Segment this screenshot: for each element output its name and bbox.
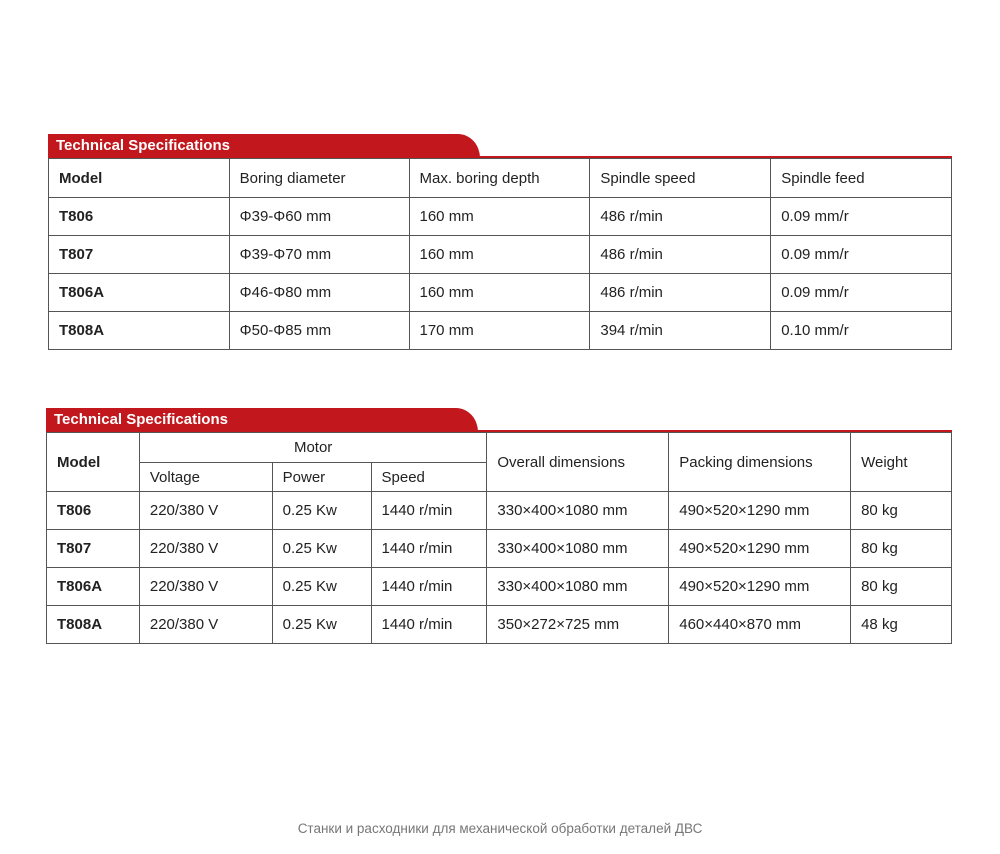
cell-voltage: 220/380 V [139, 492, 272, 530]
cell-spindle-speed: 486 r/min [590, 198, 771, 236]
table-row [49, 236, 952, 274]
cell-power: 0.25 Kw [272, 530, 371, 568]
section-title-1: Technical Specifications [48, 134, 480, 158]
table-row [49, 312, 952, 350]
cell-model: T806A [47, 568, 140, 606]
cell-spindle-feed: 0.09 mm/r [771, 236, 952, 274]
cell-model: T806 [47, 492, 140, 530]
col-header-model: Model [49, 159, 230, 198]
cell-boring-diameter: Φ46-Φ80 mm [229, 274, 409, 312]
cell-spindle-speed: 394 r/min [590, 312, 771, 350]
col-header-power: Power [272, 463, 371, 492]
cell-packing-dimensions: 490×520×1290 mm [669, 568, 851, 606]
cell-spindle-feed: 0.10 mm/r [771, 312, 952, 350]
spec-table-2 [46, 432, 952, 644]
col-header-motor: Motor [139, 433, 487, 463]
col-header-max-boring-depth: Max. boring depth [409, 159, 590, 198]
cell-model: T806 [49, 198, 230, 236]
col-header-speed: Speed [371, 463, 487, 492]
cell-model: T807 [49, 236, 230, 274]
col-header-model: Model [47, 433, 140, 492]
cell-boring-diameter: Φ39-Φ70 mm [229, 236, 409, 274]
col-header-spindle-speed: Spindle speed [590, 159, 771, 198]
cell-model: T806A [49, 274, 230, 312]
cell-overall-dimensions: 350×272×725 mm [487, 606, 669, 644]
cell-packing-dimensions: 490×520×1290 mm [669, 492, 851, 530]
cell-power: 0.25 Kw [272, 606, 371, 644]
section-title-2: Technical Specifications [46, 408, 478, 432]
col-header-spindle-feed: Spindle feed [771, 159, 952, 198]
col-header-overall-dimensions: Overall dimensions [487, 433, 669, 492]
cell-voltage: 220/380 V [139, 568, 272, 606]
cell-boring-diameter: Φ39-Φ60 mm [229, 198, 409, 236]
cell-speed: 1440 r/min [371, 492, 487, 530]
cell-weight: 80 kg [851, 568, 952, 606]
cell-speed: 1440 r/min [371, 568, 487, 606]
cell-overall-dimensions: 330×400×1080 mm [487, 568, 669, 606]
cell-max-boring-depth: 170 mm [409, 312, 590, 350]
cell-packing-dimensions: 460×440×870 mm [669, 606, 851, 644]
cell-max-boring-depth: 160 mm [409, 198, 590, 236]
col-header-voltage: Voltage [139, 463, 272, 492]
cell-overall-dimensions: 330×400×1080 mm [487, 530, 669, 568]
cell-weight: 80 kg [851, 492, 952, 530]
cell-spindle-feed: 0.09 mm/r [771, 198, 952, 236]
spec-table-1 [48, 158, 952, 350]
col-header-packing-dimensions: Packing dimensions [669, 433, 851, 492]
col-header-weight: Weight [851, 433, 952, 492]
cell-max-boring-depth: 160 mm [409, 236, 590, 274]
cell-boring-diameter: Φ50-Φ85 mm [229, 312, 409, 350]
cell-voltage: 220/380 V [139, 606, 272, 644]
cell-speed: 1440 r/min [371, 606, 487, 644]
cell-weight: 48 kg [851, 606, 952, 644]
cell-power: 0.25 Kw [272, 568, 371, 606]
table-row [47, 530, 952, 568]
table-row [47, 568, 952, 606]
table-row [47, 492, 952, 530]
table-row [49, 198, 952, 236]
cell-power: 0.25 Kw [272, 492, 371, 530]
footer-caption: Станки и расходники для механической обработки деталей ДВС [297, 821, 703, 836]
cell-speed: 1440 r/min [371, 530, 487, 568]
cell-max-boring-depth: 160 mm [409, 274, 590, 312]
table-row [47, 606, 952, 644]
table-header-row [49, 159, 952, 198]
cell-model: T808A [47, 606, 140, 644]
table-row [49, 274, 952, 312]
cell-model: T808A [49, 312, 230, 350]
cell-spindle-speed: 486 r/min [590, 274, 771, 312]
cell-overall-dimensions: 330×400×1080 mm [487, 492, 669, 530]
cell-weight: 80 kg [851, 530, 952, 568]
col-header-boring-diameter: Boring diameter [229, 159, 409, 198]
cell-spindle-feed: 0.09 mm/r [771, 274, 952, 312]
cell-voltage: 220/380 V [139, 530, 272, 568]
table-header-row [47, 433, 952, 463]
cell-model: T807 [47, 530, 140, 568]
cell-spindle-speed: 486 r/min [590, 236, 771, 274]
cell-packing-dimensions: 490×520×1290 mm [669, 530, 851, 568]
